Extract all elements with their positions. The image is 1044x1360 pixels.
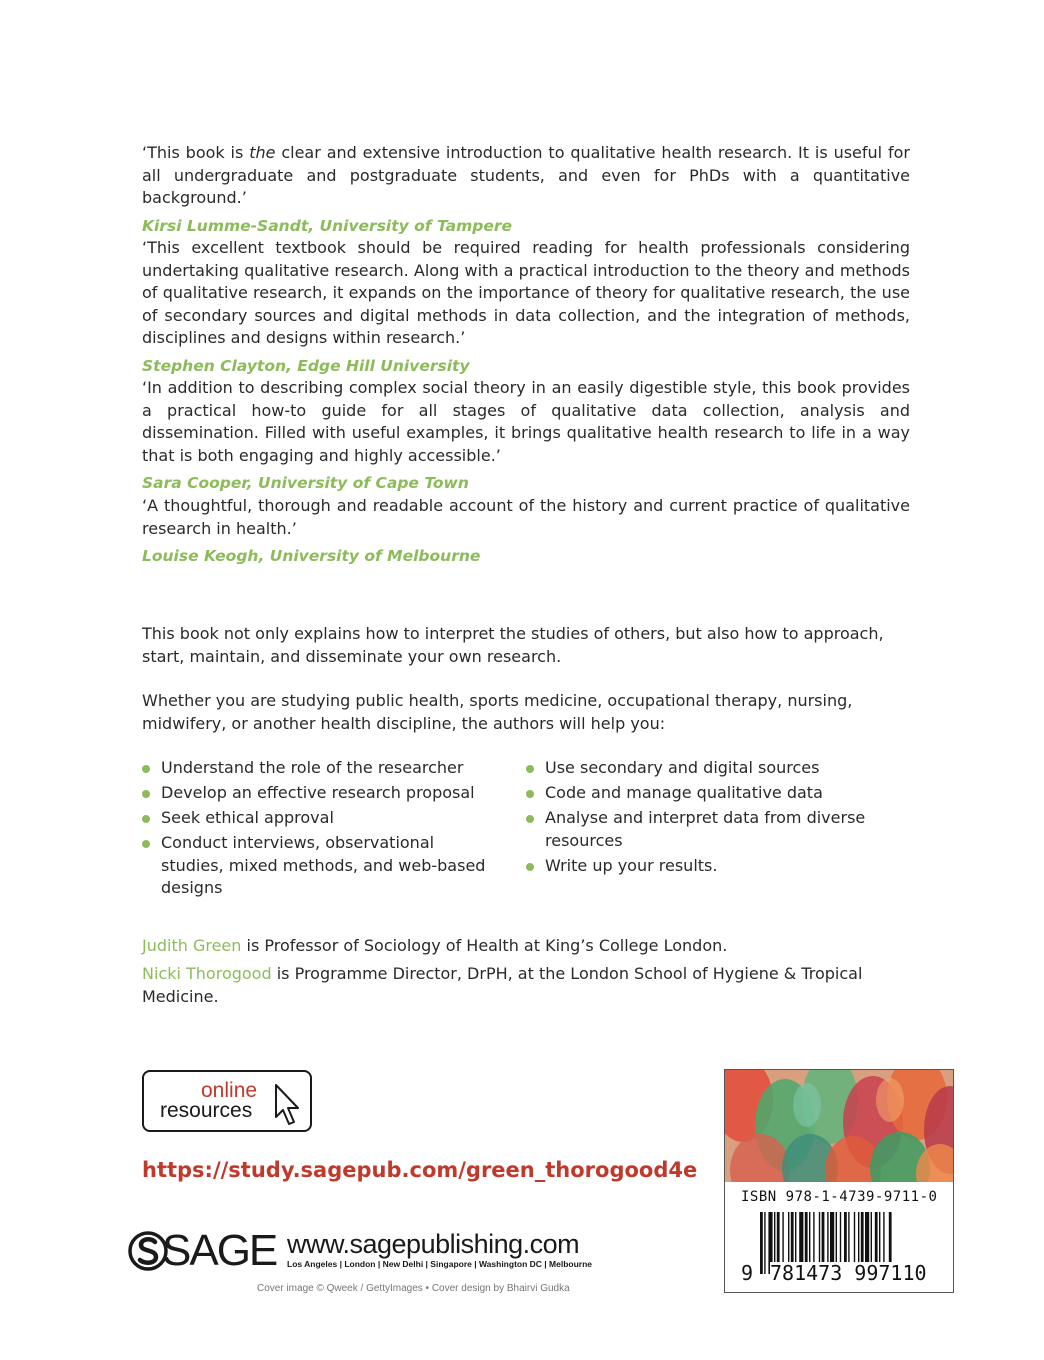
endorsement-quote: ‘A thoughtful, thorough and readable account of the history and current practice of qualitative research in health.’: [142, 496, 910, 538]
isbn-label: ISBN 978-1-4739-9711-0: [741, 1189, 938, 1205]
companion-website-link[interactable]: https://study.sagepub.com/green_thorogood4e: [142, 1158, 698, 1182]
sage-logo-text: SAGE: [162, 1226, 277, 1275]
description-para-2: Whether you are studying public health, sports medicine, occupational therapy, nursing, midwifery, or another health discipline, the authors will help you:: [142, 691, 853, 733]
resources-label: resources: [160, 1099, 253, 1122]
feature-list-left: [142, 757, 502, 902]
bullet-icon: [526, 765, 534, 773]
author-name: Judith Green: [142, 936, 242, 955]
endorsement-quote: ‘This excellent textbook should be required reading for health professionals considering undertaking qualitative research. Along with a practical introduction to the theory and methods of qualitative research, it expands on the importance of theory for qualitative research, the use of secondary sources and digital methods in data collection, and the integration of methods, disciplines and designs within research.’: [142, 238, 910, 347]
list-item: Seek ethical approval: [142, 807, 502, 830]
bullet-icon: [142, 790, 150, 798]
author-bio-1: [142, 935, 942, 958]
barcode-bar: [764, 1212, 765, 1274]
author-bio: is Programme Director, DrPH, at the London School of Hygiene & Tropical Medicine.: [142, 964, 863, 1006]
endorsement-quote: ‘This book is the clear and extensive introduction to qualitative health research. It is useful for all undergraduate and postgraduate students, and even for PhDs with a quantitative background.’: [142, 143, 910, 207]
publisher-cities: Los Angeles | London | New Delhi | Singapore | Washington DC | Melbourne: [287, 1259, 592, 1269]
list-item: Understand the role of the researcher: [142, 757, 502, 780]
author-bio: is Professor of Sociology of Health at King’s College London.: [241, 936, 728, 955]
endorsement-author: Sara Cooper, University of Cape Town: [142, 474, 469, 492]
endorsement-1: [142, 142, 910, 236]
description-para-1: This book not only explains how to interpret the studies of others, but also how to approach, start, maintain, and disseminate your own research.: [142, 624, 884, 666]
endorsement-author: Kirsi Lumme-Sandt, University of Tampere: [142, 216, 513, 235]
bullet-icon: [526, 863, 534, 871]
endorsement-quote: ‘In addition to describing complex social theory in an easily digestible style, this book provides a practical how-to guide for all stages of qualitative data collection, analysis and dissemination. Filled with useful examples, it brings qualitative health research to life in a way that is both engaging and highly accessible.’: [142, 378, 910, 465]
author-name: Nicki Thorogood: [142, 964, 272, 983]
cover-credit: Cover image © Qweek / GettyImages • Cover design by Bhairvi Gudka: [257, 1283, 570, 1294]
list-item: Write up your results.: [526, 855, 926, 878]
endorsement-3: [142, 377, 910, 493]
list-item: Develop an effective research proposal: [142, 782, 502, 805]
publisher-website[interactable]: www.sagepublishing.com: [287, 1229, 580, 1259]
endorsement-author: Louise Keogh, University of Melbourne: [142, 547, 481, 565]
cover-art-image: [725, 1070, 954, 1182]
bullet-icon: [142, 840, 150, 848]
endorsement-4: [142, 495, 910, 566]
bullet-icon: [142, 815, 150, 823]
endorsement-2: [142, 237, 910, 376]
emphasis: the: [249, 143, 276, 162]
list-item: Code and manage qualitative data: [526, 782, 926, 805]
feature-list-right: [526, 757, 926, 880]
author-bio-2: [142, 963, 942, 1008]
list-item: Analyse and interpret data from diverse resources: [526, 807, 926, 852]
online-resources-badge[interactable]: [142, 1070, 312, 1132]
barcode-bar: [760, 1212, 763, 1274]
list-item: Conduct interviews, observational studies, mixed methods, and web-based designs: [142, 832, 491, 900]
barcode-lead-digit: 9: [741, 1261, 754, 1285]
bullet-icon: [142, 765, 150, 773]
bullet-icon: [526, 815, 534, 823]
cursor-arrow-icon: [273, 1083, 301, 1127]
endorsement-author: Stephen Clayton, Edge Hill University: [142, 356, 470, 375]
bullet-icon: [526, 790, 534, 798]
list-item: Use secondary and digital sources: [526, 757, 926, 780]
online-label: online: [201, 1079, 258, 1102]
barcode-digits: 781473 997110: [770, 1261, 927, 1285]
